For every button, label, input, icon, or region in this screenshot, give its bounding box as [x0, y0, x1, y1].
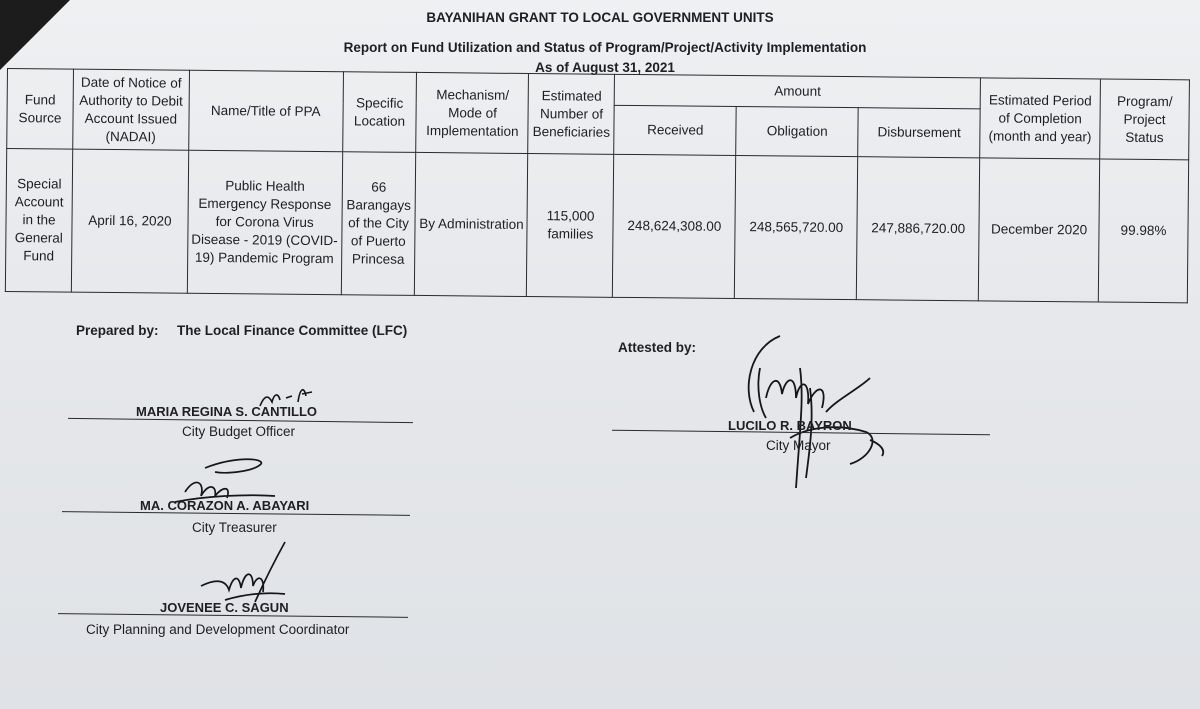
col-disbursement: Disbursement — [858, 108, 980, 158]
cell-received: 248,624,308.00 — [613, 154, 736, 298]
col-status: Program/ Project Status — [1100, 79, 1190, 160]
col-nadai: Date of Notice of Authority to Debit Account Issued (NADAI) — [73, 69, 190, 150]
attested-by-label: Attested by: — [618, 340, 697, 355]
col-location: Specific Location — [342, 72, 417, 153]
col-mechanism: Mechanism/ Mode of Implementation — [416, 72, 529, 153]
planning-title: City Planning and Development Coordinator — [86, 622, 350, 637]
mayor-signature — [730, 328, 900, 498]
cell-ppa: Public Health Emergency Response for Corona Virus Disease - 2019 (COVID-19) Pandemic Program — [187, 150, 342, 294]
col-ppa: Name/Title of PPA — [188, 70, 342, 151]
fund-utilization-table — [5, 68, 1190, 303]
cell-disbursement: 247,886,720.00 — [857, 157, 980, 301]
cell-status: 99.98% — [1098, 159, 1188, 303]
mayor-name: LUCILO R. BAYRON — [728, 418, 852, 433]
cell-fund-source: Special Account in the General Fund — [5, 149, 72, 293]
prepared-by-value: The Local Finance Committee (LFC) — [176, 323, 408, 338]
cell-completion: December 2020 — [978, 158, 1099, 302]
prepared-by — [76, 322, 407, 340]
cell-location: 66 Barangays of the City of Puerto Princesa — [341, 152, 416, 296]
col-completion: Estimated Period of Completion (month and year) — [980, 78, 1101, 159]
cell-obligation: 248,565,720.00 — [735, 156, 858, 300]
col-received: Received — [614, 105, 736, 155]
budget-officer-title: City Budget Officer — [182, 424, 296, 439]
cell-mechanism: By Administration — [415, 152, 528, 296]
cell-beneficiaries: 115,000 families — [527, 154, 614, 298]
budget-officer-name: MARIA REGINA S. CANTILLO — [136, 404, 318, 419]
prepared-by-label: Prepared by: — [76, 323, 159, 338]
table-row — [5, 149, 1188, 303]
col-fund-source: Fund Source — [7, 69, 74, 150]
col-beneficiaries: Estimated Number of Beneficiaries — [528, 74, 615, 155]
table-header-row — [7, 69, 1189, 111]
report-date: As of August 31, 2021 — [535, 60, 675, 75]
treasurer-title: City Treasurer — [192, 520, 277, 535]
planning-name: JOVENEE C. SAGUN — [160, 600, 289, 615]
treasurer-name: MA. CORAZON A. ABAYARI — [140, 498, 310, 513]
cell-nadai: April 16, 2020 — [71, 149, 188, 293]
report-subtitle: Report on Fund Utilization and Status of Program/Project/Activity Implementation — [343, 40, 867, 55]
report-title: BAYANIHAN GRANT TO LOCAL GOVERNMENT UNITS — [426, 10, 774, 25]
mayor-title: City Mayor — [766, 438, 831, 453]
background-corner — [0, 0, 70, 70]
col-obligation: Obligation — [736, 107, 858, 157]
col-amount: Amount — [615, 74, 981, 109]
